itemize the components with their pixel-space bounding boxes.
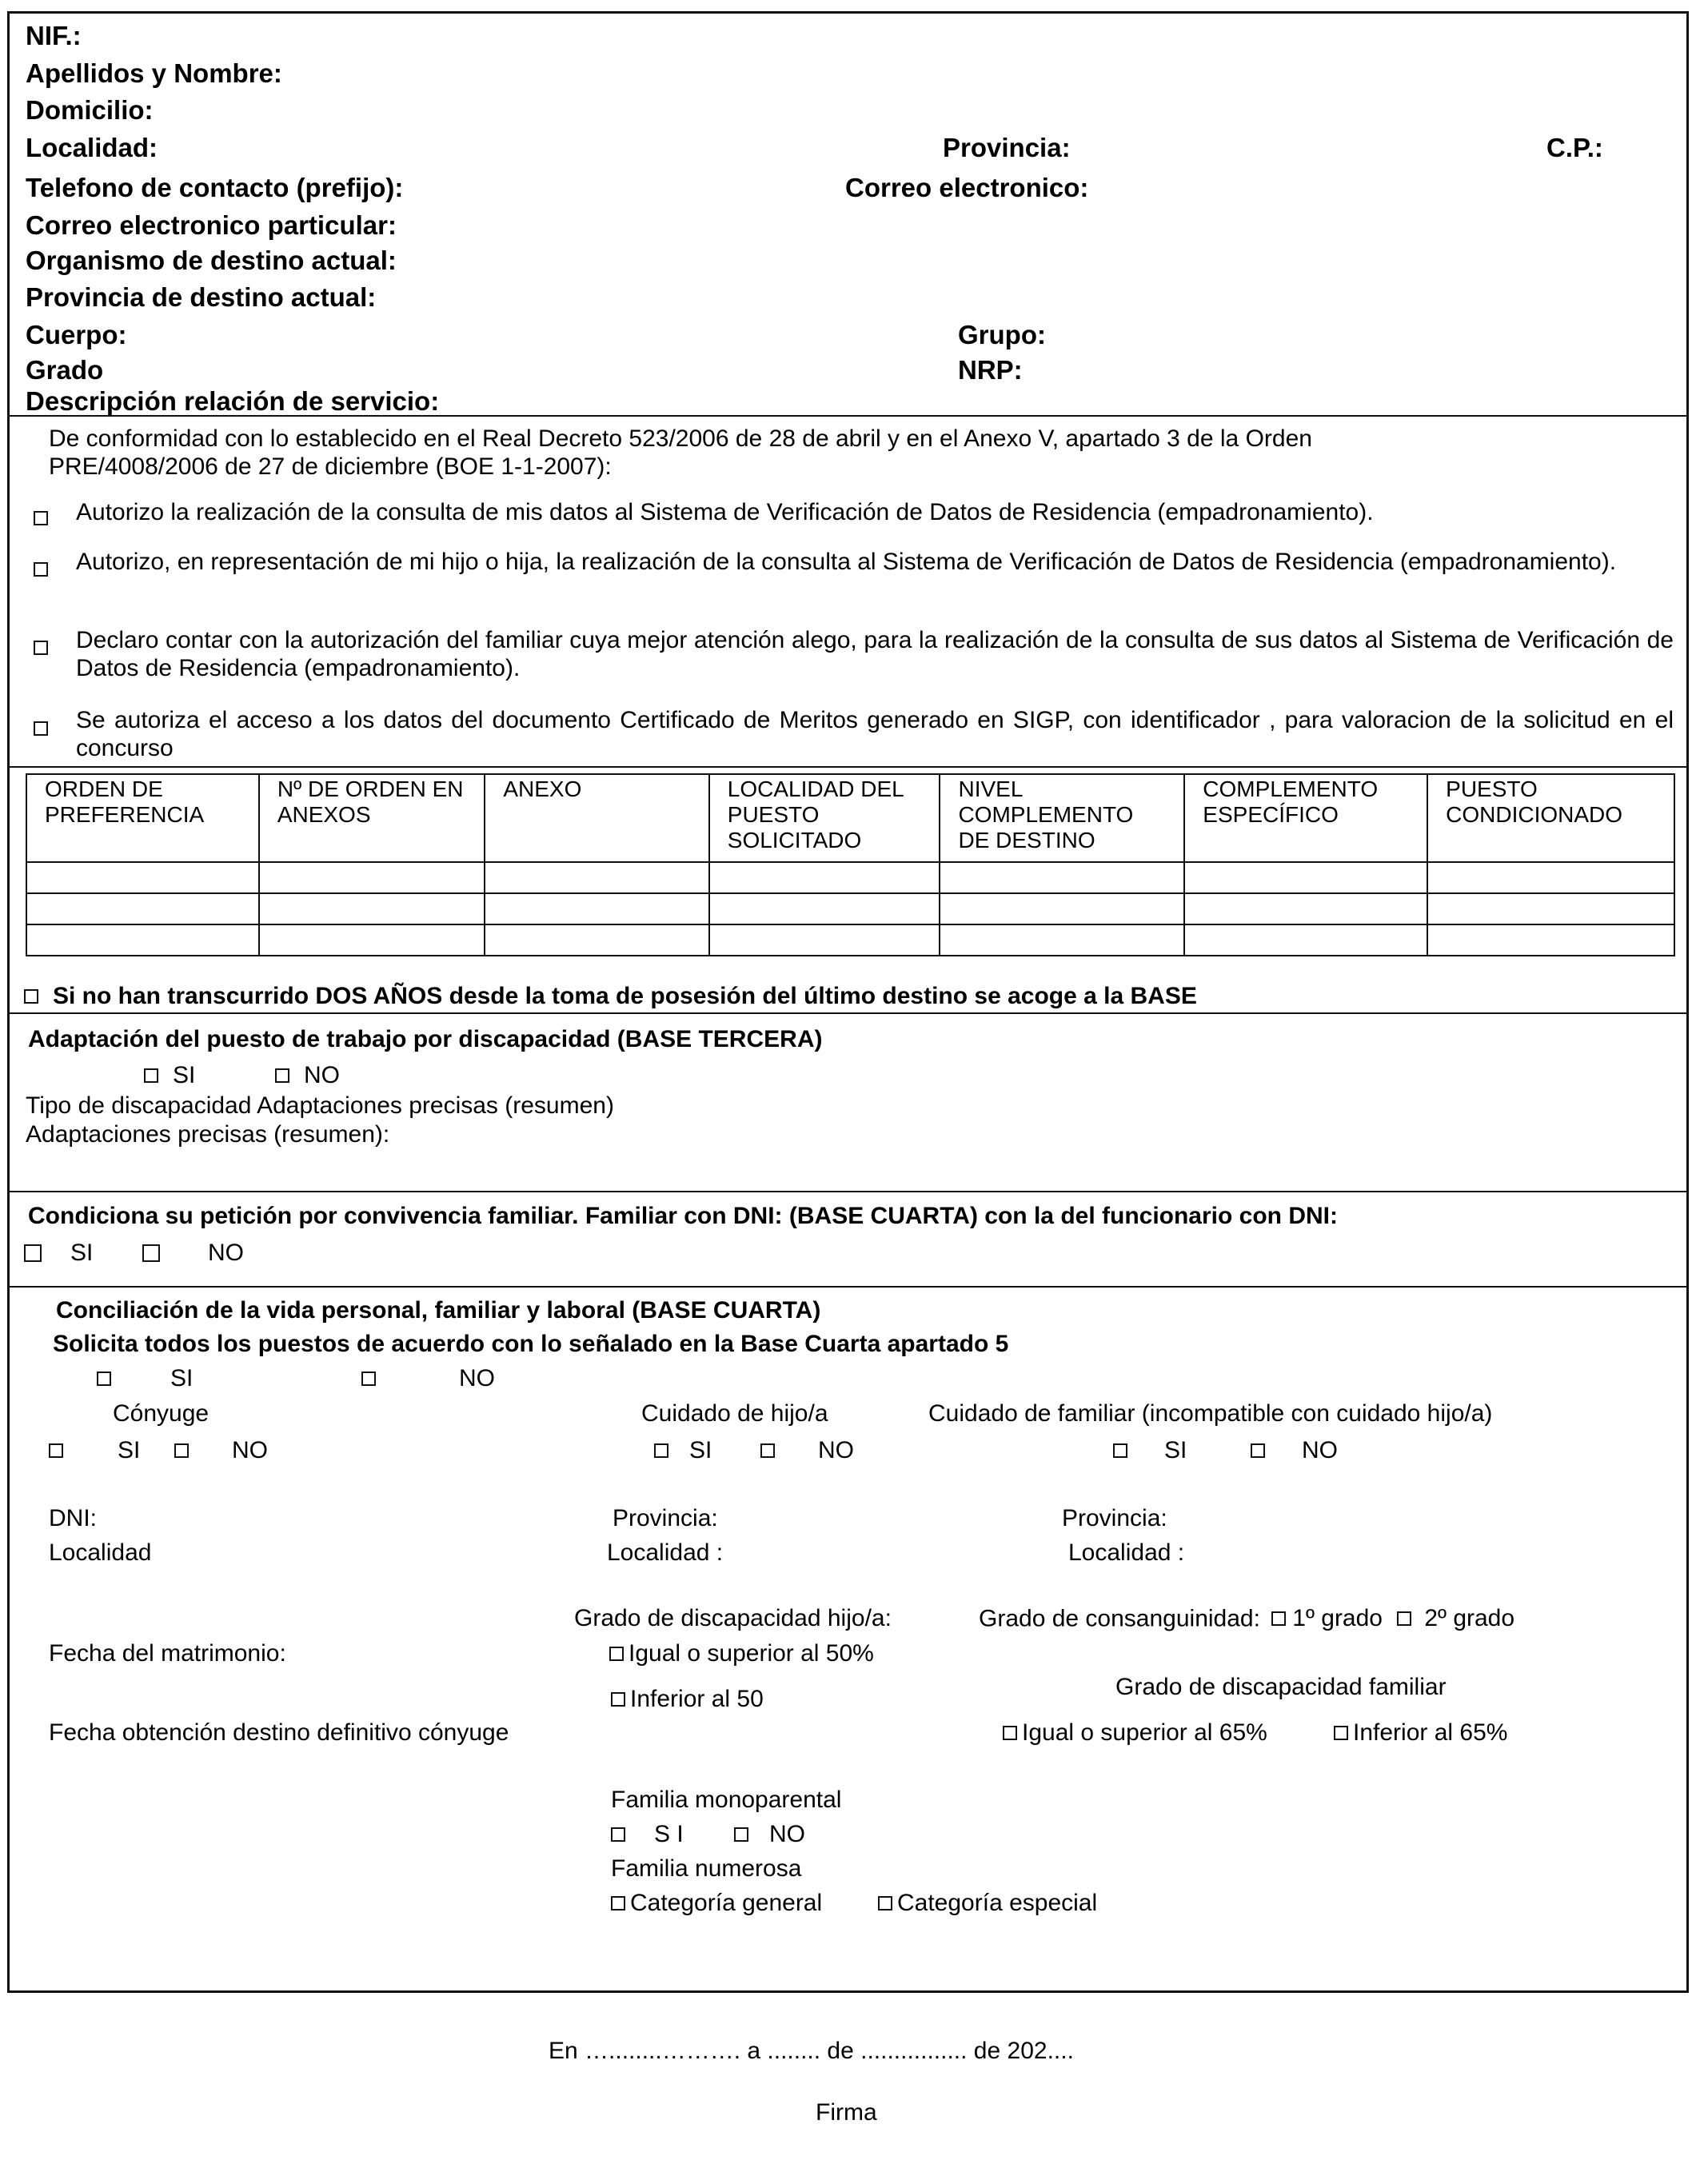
domicilio-label: Domicilio: [26,95,154,125]
table-cell[interactable] [259,893,485,924]
no-label: NO [304,1062,340,1088]
no-label: NO [818,1437,854,1463]
checkbox-inferior-50[interactable] [611,1692,625,1707]
organismo-label: Organismo de destino actual: [26,246,397,275]
igual-65-label: Igual o superior al 65% [1022,1719,1267,1746]
primer-grado-label: 1º grado [1292,1605,1383,1631]
inferior-65-option[interactable] [1334,1719,1507,1747]
checkbox-dos-anos[interactable] [24,989,38,1004]
localidad-label: Localidad: [26,133,158,162]
categoria-especial-option[interactable] [878,1890,1097,1918]
fecha-matrimonio-label: Fecha del matrimonio: [49,1640,286,1667]
nrp-label: NRP: [958,355,1023,385]
cuidado-familiar-label: Cuidado de familiar (incompatible con cuidado hijo/a) [928,1400,1493,1427]
firma-label: Firma [816,2099,877,2126]
provincia-hijo-label: Provincia: [613,1505,718,1531]
checkbox-conyuge-si[interactable] [49,1443,63,1458]
table-cell[interactable] [940,893,1184,924]
conyuge-si-option[interactable] [49,1437,140,1465]
cuidado-familiar-no-option[interactable] [1251,1437,1338,1465]
cuidado-hijo-no-option[interactable] [760,1437,854,1465]
table-cell[interactable] [259,924,485,956]
correo-particular-label: Correo electronico particular: [26,210,397,240]
checkbox-discapacidad-no[interactable] [275,1068,289,1083]
cp-label: C.P.: [1546,133,1603,162]
provincia-label: Provincia: [943,133,1071,162]
no-label: NO [208,1240,244,1266]
si-label: SI [70,1240,94,1266]
cuidado-familiar-si-option[interactable] [1113,1437,1187,1465]
checkbox-discapacidad-si[interactable] [144,1068,158,1083]
conyuge-no-option[interactable] [174,1437,268,1465]
checkbox-todos-no[interactable] [361,1371,376,1386]
conciliacion-title: Conciliación de la vida personal, familiar y laboral (BASE CUARTA) [56,1297,821,1324]
header-complemento-especifico: COMPLEMENTO ESPECÍFICO [1184,774,1427,862]
checkbox-consent-1[interactable] [34,504,48,532]
checkbox-cuidado-hijo-no[interactable] [760,1443,775,1458]
convivencia-title: Condiciona su petición por convivencia familiar. Familiar con DNI: (BASE CUARTA) con la del funcionario con DNI: [28,1203,1338,1229]
table-cell[interactable] [1184,924,1427,956]
monoparental-si-option[interactable] [611,1821,684,1849]
dos-anos-label: Si no han transcurrido DOS AÑOS desde la toma de posesión del último destino se acoge a la BASE [53,983,1197,1009]
cuidado-hijo-si-option[interactable] [654,1437,712,1465]
table-cell[interactable] [26,893,259,924]
grupo-label: Grupo: [958,320,1046,349]
si-label: SI [170,1365,194,1391]
table-cell[interactable] [1427,862,1674,893]
descripcion-label: Descripción relación de servicio: [26,386,440,416]
si-label: SI [173,1062,196,1088]
grado-discapacidad-hijo-label: Grado de discapacidad hijo/a: [574,1605,892,1631]
convivencia-no-option[interactable] [142,1240,244,1269]
categoria-especial-label: Categoría especial [897,1890,1098,1916]
checkbox-primer-grado[interactable] [1271,1611,1286,1626]
monoparental-label: Familia monoparental [611,1787,842,1813]
section-divider [7,1191,1689,1192]
adaptaciones-label: Adaptaciones precisas (resumen): [26,1121,390,1148]
convivencia-si-option[interactable] [24,1240,93,1269]
si-label: SI [118,1437,141,1463]
header-puesto-condicionado: PUESTO CONDICIONADO [1427,774,1674,862]
si-label: SI [689,1437,712,1463]
table-row [26,893,1674,924]
provincia-familiar-label: Provincia: [1062,1505,1167,1531]
checkbox-conyuge-no[interactable] [174,1443,189,1458]
telefono-label: Telefono de contacto (prefijo): [26,173,404,202]
inferior-50-option[interactable] [611,1686,764,1714]
fecha-destino-label: Fecha obtención destino definitivo cónyuge [49,1719,509,1746]
numerosa-label: Familia numerosa [611,1855,802,1882]
todos-puestos-no-option[interactable] [361,1365,495,1393]
table-cell[interactable] [485,862,708,893]
checkbox-consent-2[interactable] [34,555,48,583]
no-label: NO [459,1365,495,1391]
no-label: NO [1302,1437,1338,1463]
header-anexo: ANEXO [485,774,708,862]
nif-label: NIF.: [26,21,82,50]
conciliacion-subtitle: Solicita todos los puestos de acuerdo con lo señalado en la Base Cuarta apartado 5 [53,1331,1009,1357]
table-cell[interactable] [709,893,940,924]
grado-consanguinidad-row [979,1605,1514,1633]
no-label: NO [769,1821,805,1847]
header-orden-preferencia: ORDEN DE PREFERENCIA [26,774,259,862]
checkbox-convivencia-no[interactable] [142,1244,160,1262]
checkbox-monoparental-no[interactable] [734,1827,748,1842]
localidad-conyuge-label: Localidad [49,1539,152,1566]
grado-label: Grado [26,355,104,385]
section-divider [7,415,1689,417]
checkbox-cuidado-familiar-si[interactable] [1113,1443,1127,1458]
discapacidad-si-option[interactable] [144,1062,195,1090]
tipo-discapacidad-label: Tipo de discapacidad Adaptaciones precisas (resumen) [26,1092,614,1119]
inferior-50-label: Inferior al 50 [630,1686,764,1712]
lugar-fecha-line: En …........………. a ........ de ................ de 202.... [549,2038,1074,2064]
table-cell[interactable] [26,862,259,893]
puestos-table [26,773,1675,956]
checkbox-inferior-65[interactable] [1334,1726,1348,1740]
categoria-general-option[interactable] [611,1890,822,1918]
table-cell[interactable] [26,924,259,956]
categoria-general-label: Categoría general [630,1890,823,1916]
si-label: SI [1164,1437,1187,1463]
igual-50-label: Igual o superior al 50% [629,1640,874,1667]
checkbox-todos-si[interactable] [97,1371,111,1386]
consent-intro: De conformidad con lo establecido en el Real Decreto 523/2006 de 28 de abril y en el Anexo V, apartado 3 de la Orden PRE/4008/2006 de 27 de diciembre (BOE 1-1-2007): [49,425,1312,480]
discapacidad-no-option[interactable] [275,1062,340,1090]
section-divider [7,766,1689,768]
no-label: NO [232,1437,268,1463]
monoparental-no-option[interactable] [734,1821,805,1849]
correo-label: Correo electronico: [845,173,1089,202]
checkbox-convivencia-si[interactable] [24,1244,42,1262]
grado-discapacidad-familiar-label: Grado de discapacidad familiar [1115,1674,1447,1700]
discapacidad-title: Adaptación del puesto de trabajo por discapacidad (BASE TERCERA) [28,1026,823,1052]
apellidos-label: Apellidos y Nombre: [26,58,282,88]
checkbox-cuidado-familiar-no[interactable] [1251,1443,1265,1458]
checkbox-categoria-general[interactable] [611,1896,625,1911]
consent-item-3: Declaro contar con la autorización del familiar cuya mejor atención alego, para la realización de la consulta de sus datos al Sistema de Verificación de Datos de Residencia (empadronamiento). [76,627,1674,681]
si-label: S I [654,1821,684,1847]
table-cell[interactable] [485,924,708,956]
checkbox-consent-3[interactable] [34,633,48,661]
checkbox-categoria-especial[interactable] [878,1896,892,1911]
dni-label: DNI: [49,1505,97,1531]
conyuge-label: Cónyuge [113,1400,210,1427]
checkbox-cuidado-hijo-si[interactable] [654,1443,668,1458]
header-nivel-complemento: NIVEL COMPLEMENTO DE DESTINO [940,774,1184,862]
grado-consanguinidad-label: Grado de consanguinidad: [979,1605,1260,1632]
checkbox-igual-50[interactable] [609,1647,624,1661]
igual-65-option[interactable] [1003,1719,1267,1747]
inferior-65-label: Inferior al 65% [1353,1719,1508,1746]
localidad-hijo-label: Localidad : [607,1539,724,1566]
table-row [26,862,1674,893]
checkbox-monoparental-si[interactable] [611,1827,625,1842]
provincia-destino-label: Provincia de destino actual: [26,282,377,312]
igual-50-option[interactable] [609,1640,874,1668]
header-numero-orden: Nº DE ORDEN EN ANEXOS [259,774,485,862]
table-cell[interactable] [1427,893,1674,924]
table-cell[interactable] [1427,924,1674,956]
checkbox-consent-4[interactable] [34,714,48,742]
consent-item-4: Se autoriza el acceso a los datos del documento Certificado de Meritos generado en SIGP, con identificador , para valoracion de la solicitud en el concurso [76,707,1674,761]
table-row [26,924,1674,956]
consent-item-2: Autorizo, en representación de mi hijo o hija, la realización de la consulta al Sistema de Verificación de Datos de Residencia (empadronamiento). [76,549,1617,575]
table-cell[interactable] [259,862,485,893]
cuidado-hijo-label: Cuidado de hijo/a [641,1400,828,1427]
checkbox-segundo-grado[interactable] [1397,1611,1411,1626]
table-cell[interactable] [940,924,1184,956]
cuerpo-label: Cuerpo: [26,320,127,349]
table-header-row [26,774,1674,862]
table-cell[interactable] [485,893,708,924]
table-cell[interactable] [940,862,1184,893]
segundo-grado-label: 2º grado [1424,1605,1515,1631]
checkbox-igual-65[interactable] [1003,1726,1017,1740]
header-localidad-puesto: LOCALIDAD DEL PUESTO SOLICITADO [709,774,940,862]
table-cell[interactable] [709,862,940,893]
section-divider [7,1286,1689,1288]
section-divider [7,1012,1689,1014]
todos-puestos-si-option[interactable] [97,1365,193,1393]
localidad-familiar-label: Localidad : [1068,1539,1185,1566]
dos-anos-row [24,983,1197,1011]
table-cell[interactable] [709,924,940,956]
table-cell[interactable] [1184,862,1427,893]
consent-item-1: Autorizo la realización de la consulta de mis datos al Sistema de Verificación de Datos de Residencia (empadronamiento). [76,499,1374,525]
table-cell[interactable] [1184,893,1427,924]
